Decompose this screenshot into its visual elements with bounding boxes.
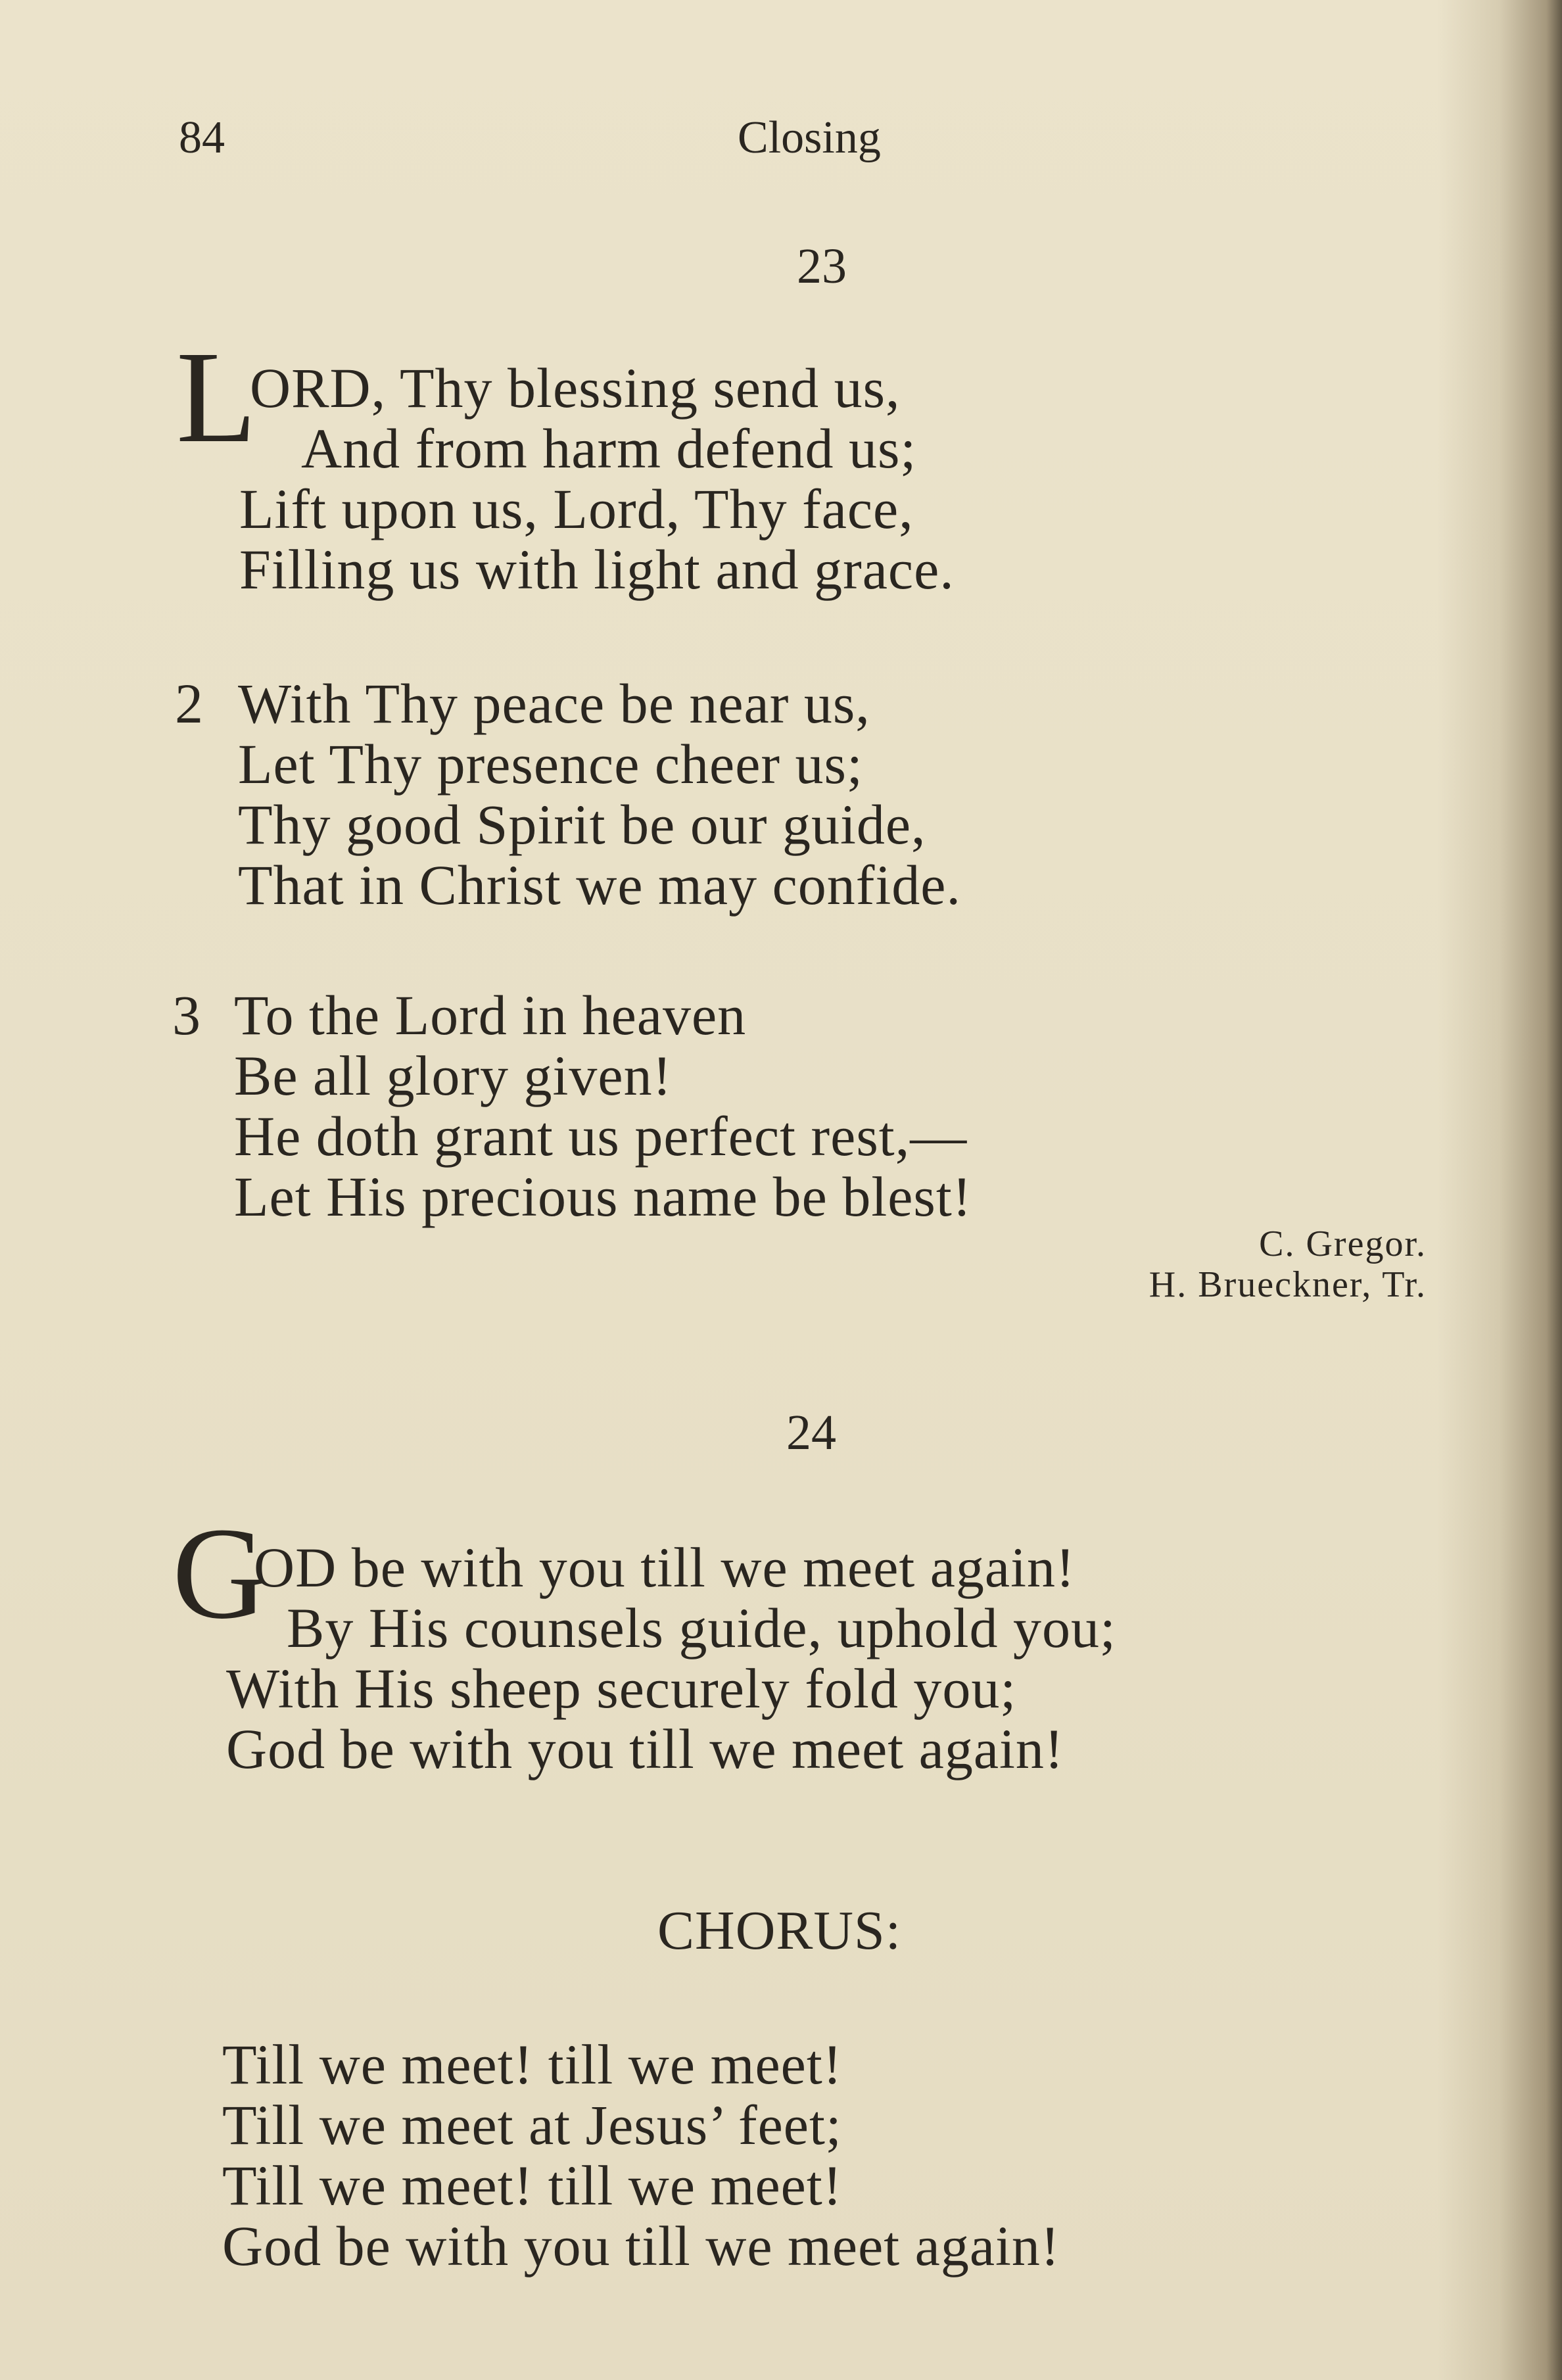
section-title: Closing (738, 112, 881, 163)
author-credit: C. Gregor. (1259, 1224, 1427, 1264)
hymn-24-line-1: OD be with you till we meet again! (254, 1536, 1076, 1599)
hymn-23-v1-line-3: Lift upon us, Lord, Thy face, (239, 477, 914, 540)
hymn-23-v2-line-2: Let Thy presence cheer us; (238, 732, 863, 796)
verse-number-2: 2 (175, 672, 203, 735)
page-number: 84 (179, 112, 225, 163)
hymn-23-v2-line-4: That in Christ we may confide. (238, 853, 961, 916)
hymn-number-23: 23 (797, 239, 847, 294)
hymn-23-v1-line-2: And from harm defend us; (301, 417, 917, 480)
hymn-24-v1-line-2: By His counsels guide, uphold you; (287, 1596, 1116, 1659)
hymn-23-v3-line-3: He doth grant us perfect rest,— (234, 1105, 968, 1168)
hymn-24-v1-line-4: God be with you till we meet again! (226, 1717, 1064, 1780)
hymn-23-v2-line-3: Thy good Spirit be our guide, (238, 793, 926, 856)
chorus-line-4: God be with you till we meet again! (222, 2214, 1060, 2277)
hymn-24-v1-line-3: With His sheep securely fold you; (226, 1657, 1017, 1720)
hymn-number-24: 24 (786, 1405, 836, 1460)
hymn-23-v3-line-2: Be all glory given! (234, 1044, 673, 1107)
drop-cap-G: G (172, 1501, 268, 1646)
verse-number-3: 3 (172, 984, 201, 1047)
chorus-line-2: Till we meet at Jesus’ feet; (222, 2093, 842, 2156)
hymn-23-v2-line-1: With Thy peace be near us, (238, 672, 870, 735)
hymn-23-v3-line-1: To the Lord in heaven (234, 984, 747, 1047)
drop-cap-L: L (176, 325, 257, 470)
hymn-23-v3-line-4: Let His precious name be blest! (234, 1165, 972, 1228)
translator-credit: H. Brueckner, Tr. (1148, 1264, 1427, 1305)
chorus-line-1: Till we meet! till we meet! (222, 2033, 843, 2096)
chorus-line-3: Till we meet! till we meet! (222, 2154, 843, 2217)
chorus-label: CHORUS: (657, 1900, 902, 1961)
hymn-23-v1-line-4: Filling us with light and grace. (239, 538, 955, 601)
hymn-23-line-1: ORD, Thy blessing send us, (250, 356, 901, 419)
